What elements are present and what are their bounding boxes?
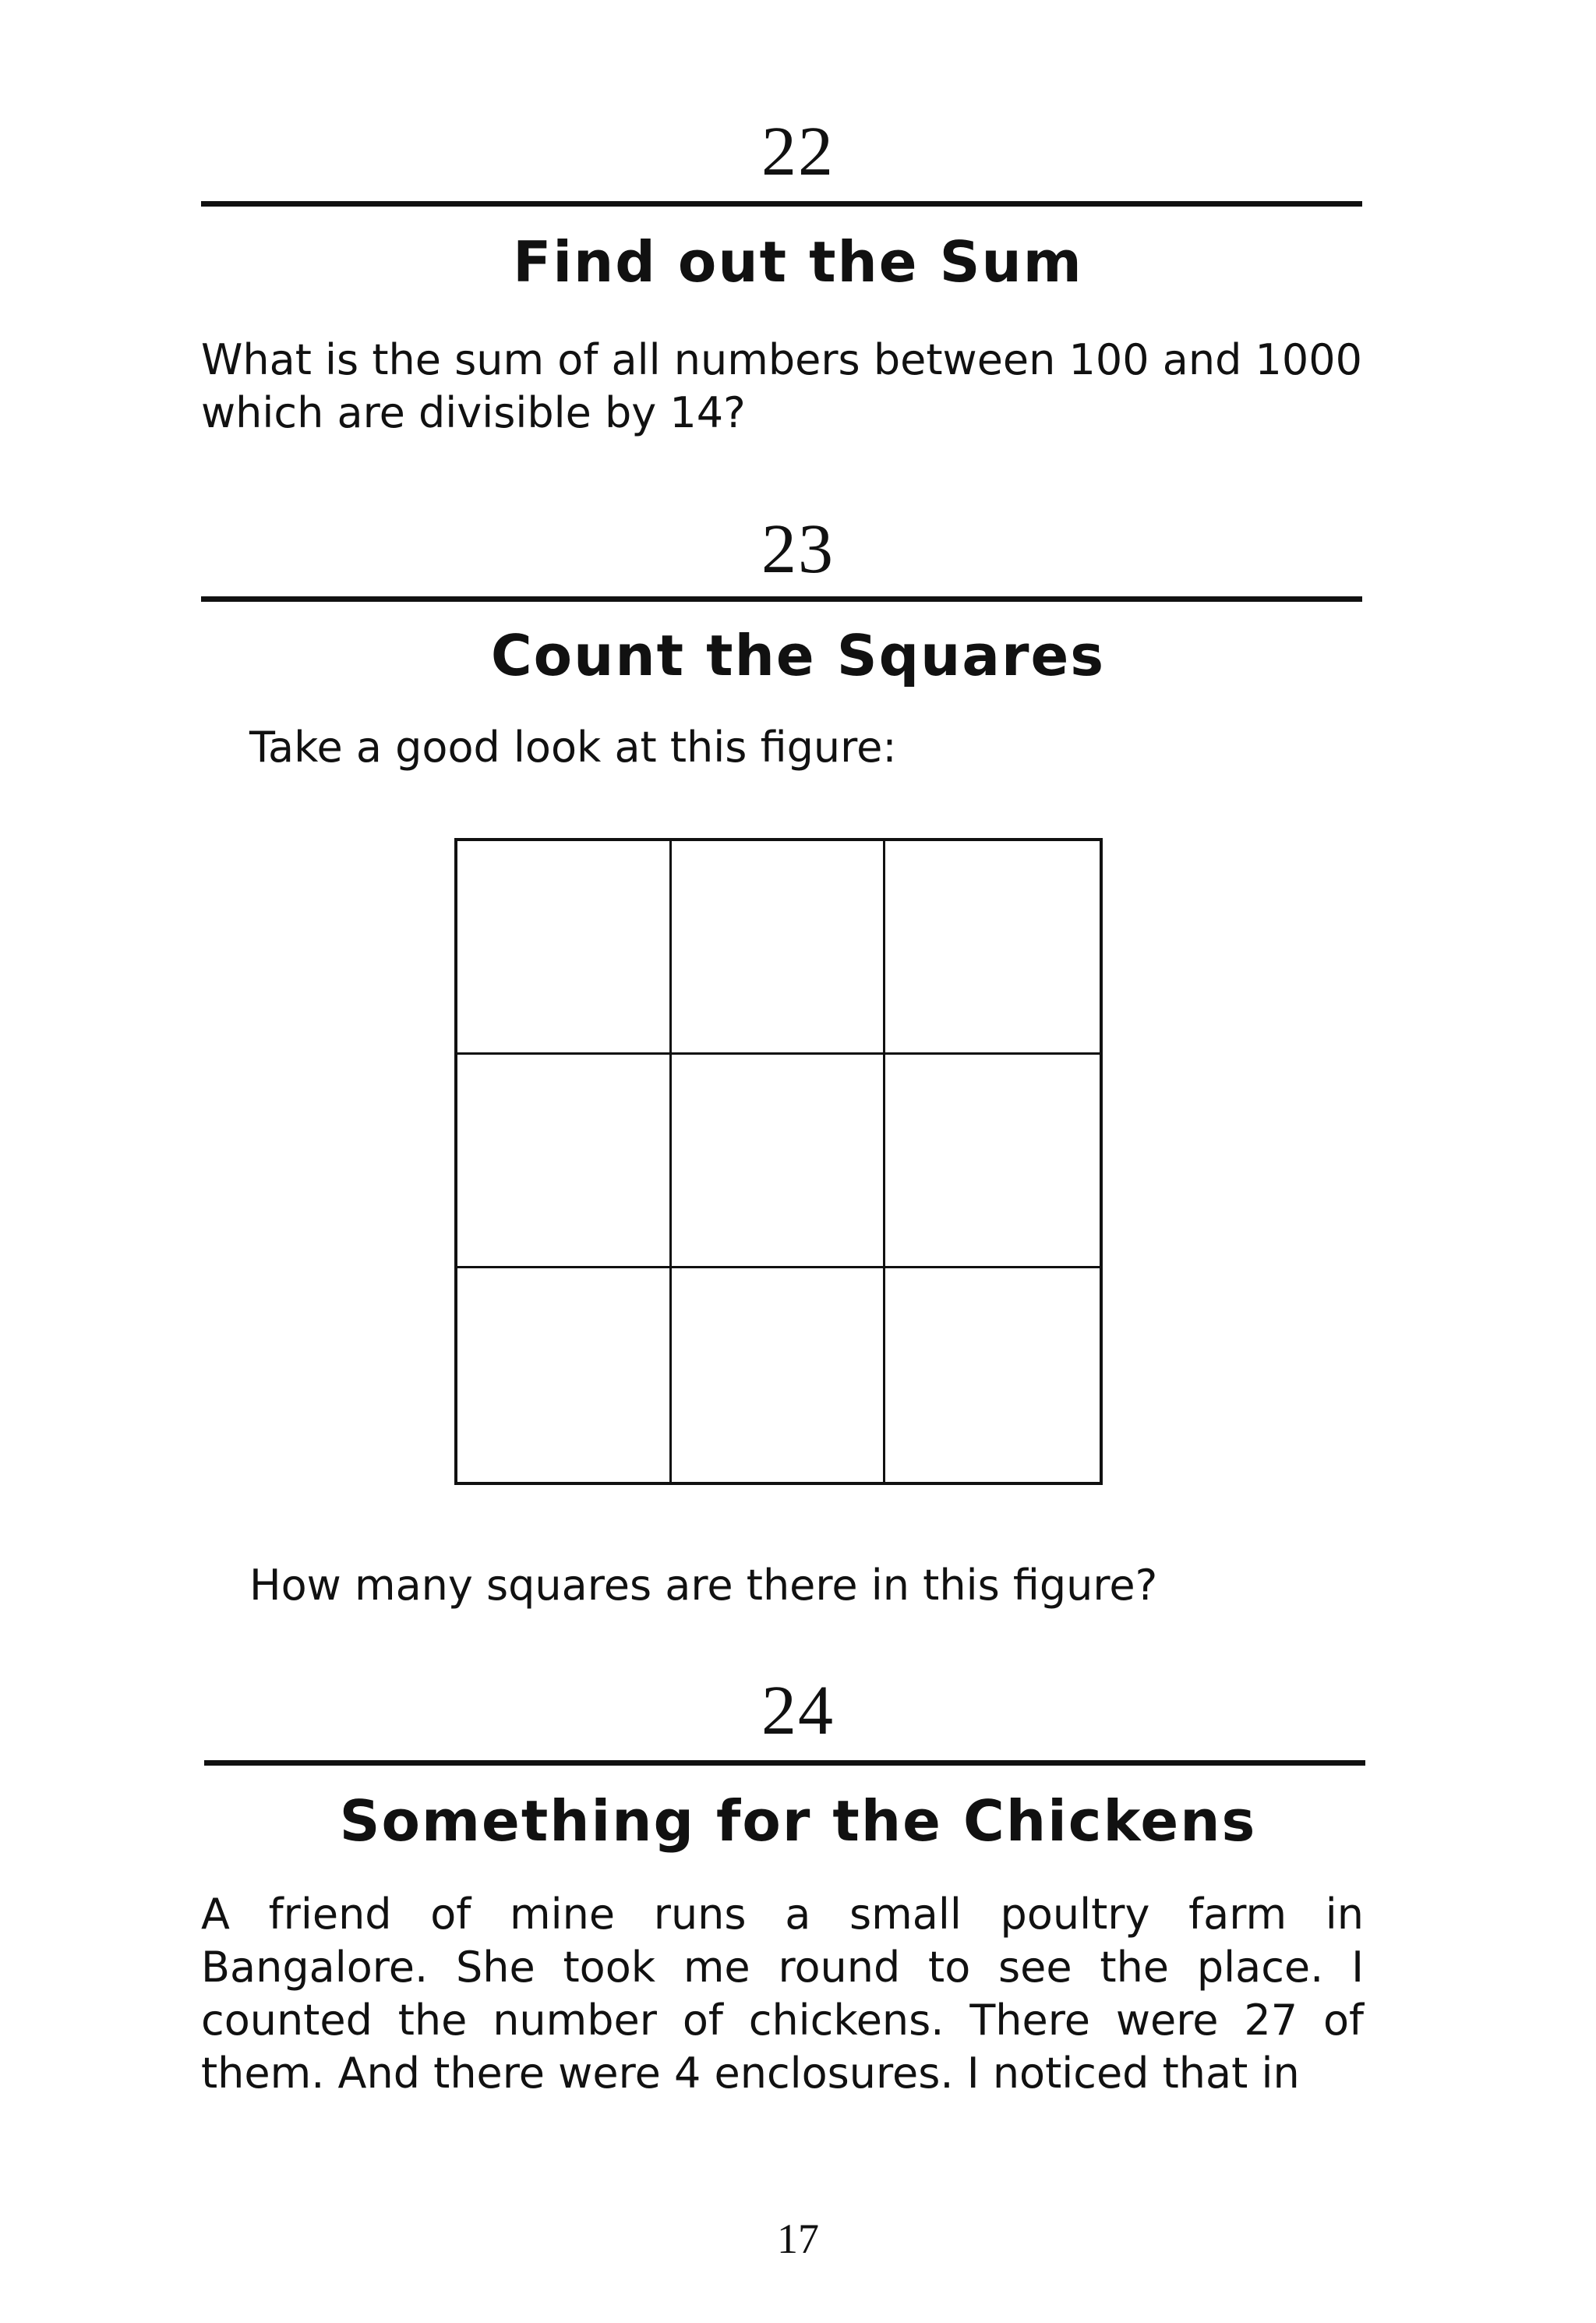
puzzle-number-22: 22 [761, 113, 835, 190]
puzzle-number-23: 23 [761, 511, 835, 588]
section-divider [201, 201, 1362, 207]
grid-cell [457, 841, 672, 1055]
grid-cell [672, 1055, 886, 1268]
grid-cell [885, 1055, 1100, 1268]
grid-cell [885, 841, 1100, 1055]
puzzle-question-23: How many squares are there in this figure? [249, 1561, 1158, 1610]
grid-cell [672, 841, 886, 1055]
puzzle-title-22: Find out the Sum [513, 229, 1083, 295]
squares-figure [454, 838, 1103, 1485]
section-divider [204, 1760, 1365, 1766]
grid-cell [885, 1268, 1100, 1482]
grid-cell [672, 1268, 886, 1482]
grid-cell [457, 1055, 672, 1268]
section-divider [201, 596, 1362, 602]
grid-cell [457, 1268, 672, 1482]
puzzle-text-24: A friend of mine runs a small poultry farm in Bangalore. She took me round to see the place. I counted the number of chickens. There were 27 of them. And there were 4 enclosures. I noticed that in [201, 1890, 1364, 2098]
puzzle-text-22: What is the sum of all numbers between 100 and 1000 which are divisible by 14? [201, 335, 1362, 437]
puzzle-number-24: 24 [761, 1672, 835, 1749]
puzzle-title-24: Something for the Chickens [339, 1788, 1257, 1854]
puzzle-intro-23: Take a good look at this figure: [249, 723, 897, 772]
puzzle-title-23: Count the Squares [490, 623, 1106, 688]
page-number: 17 [777, 2215, 819, 2262]
